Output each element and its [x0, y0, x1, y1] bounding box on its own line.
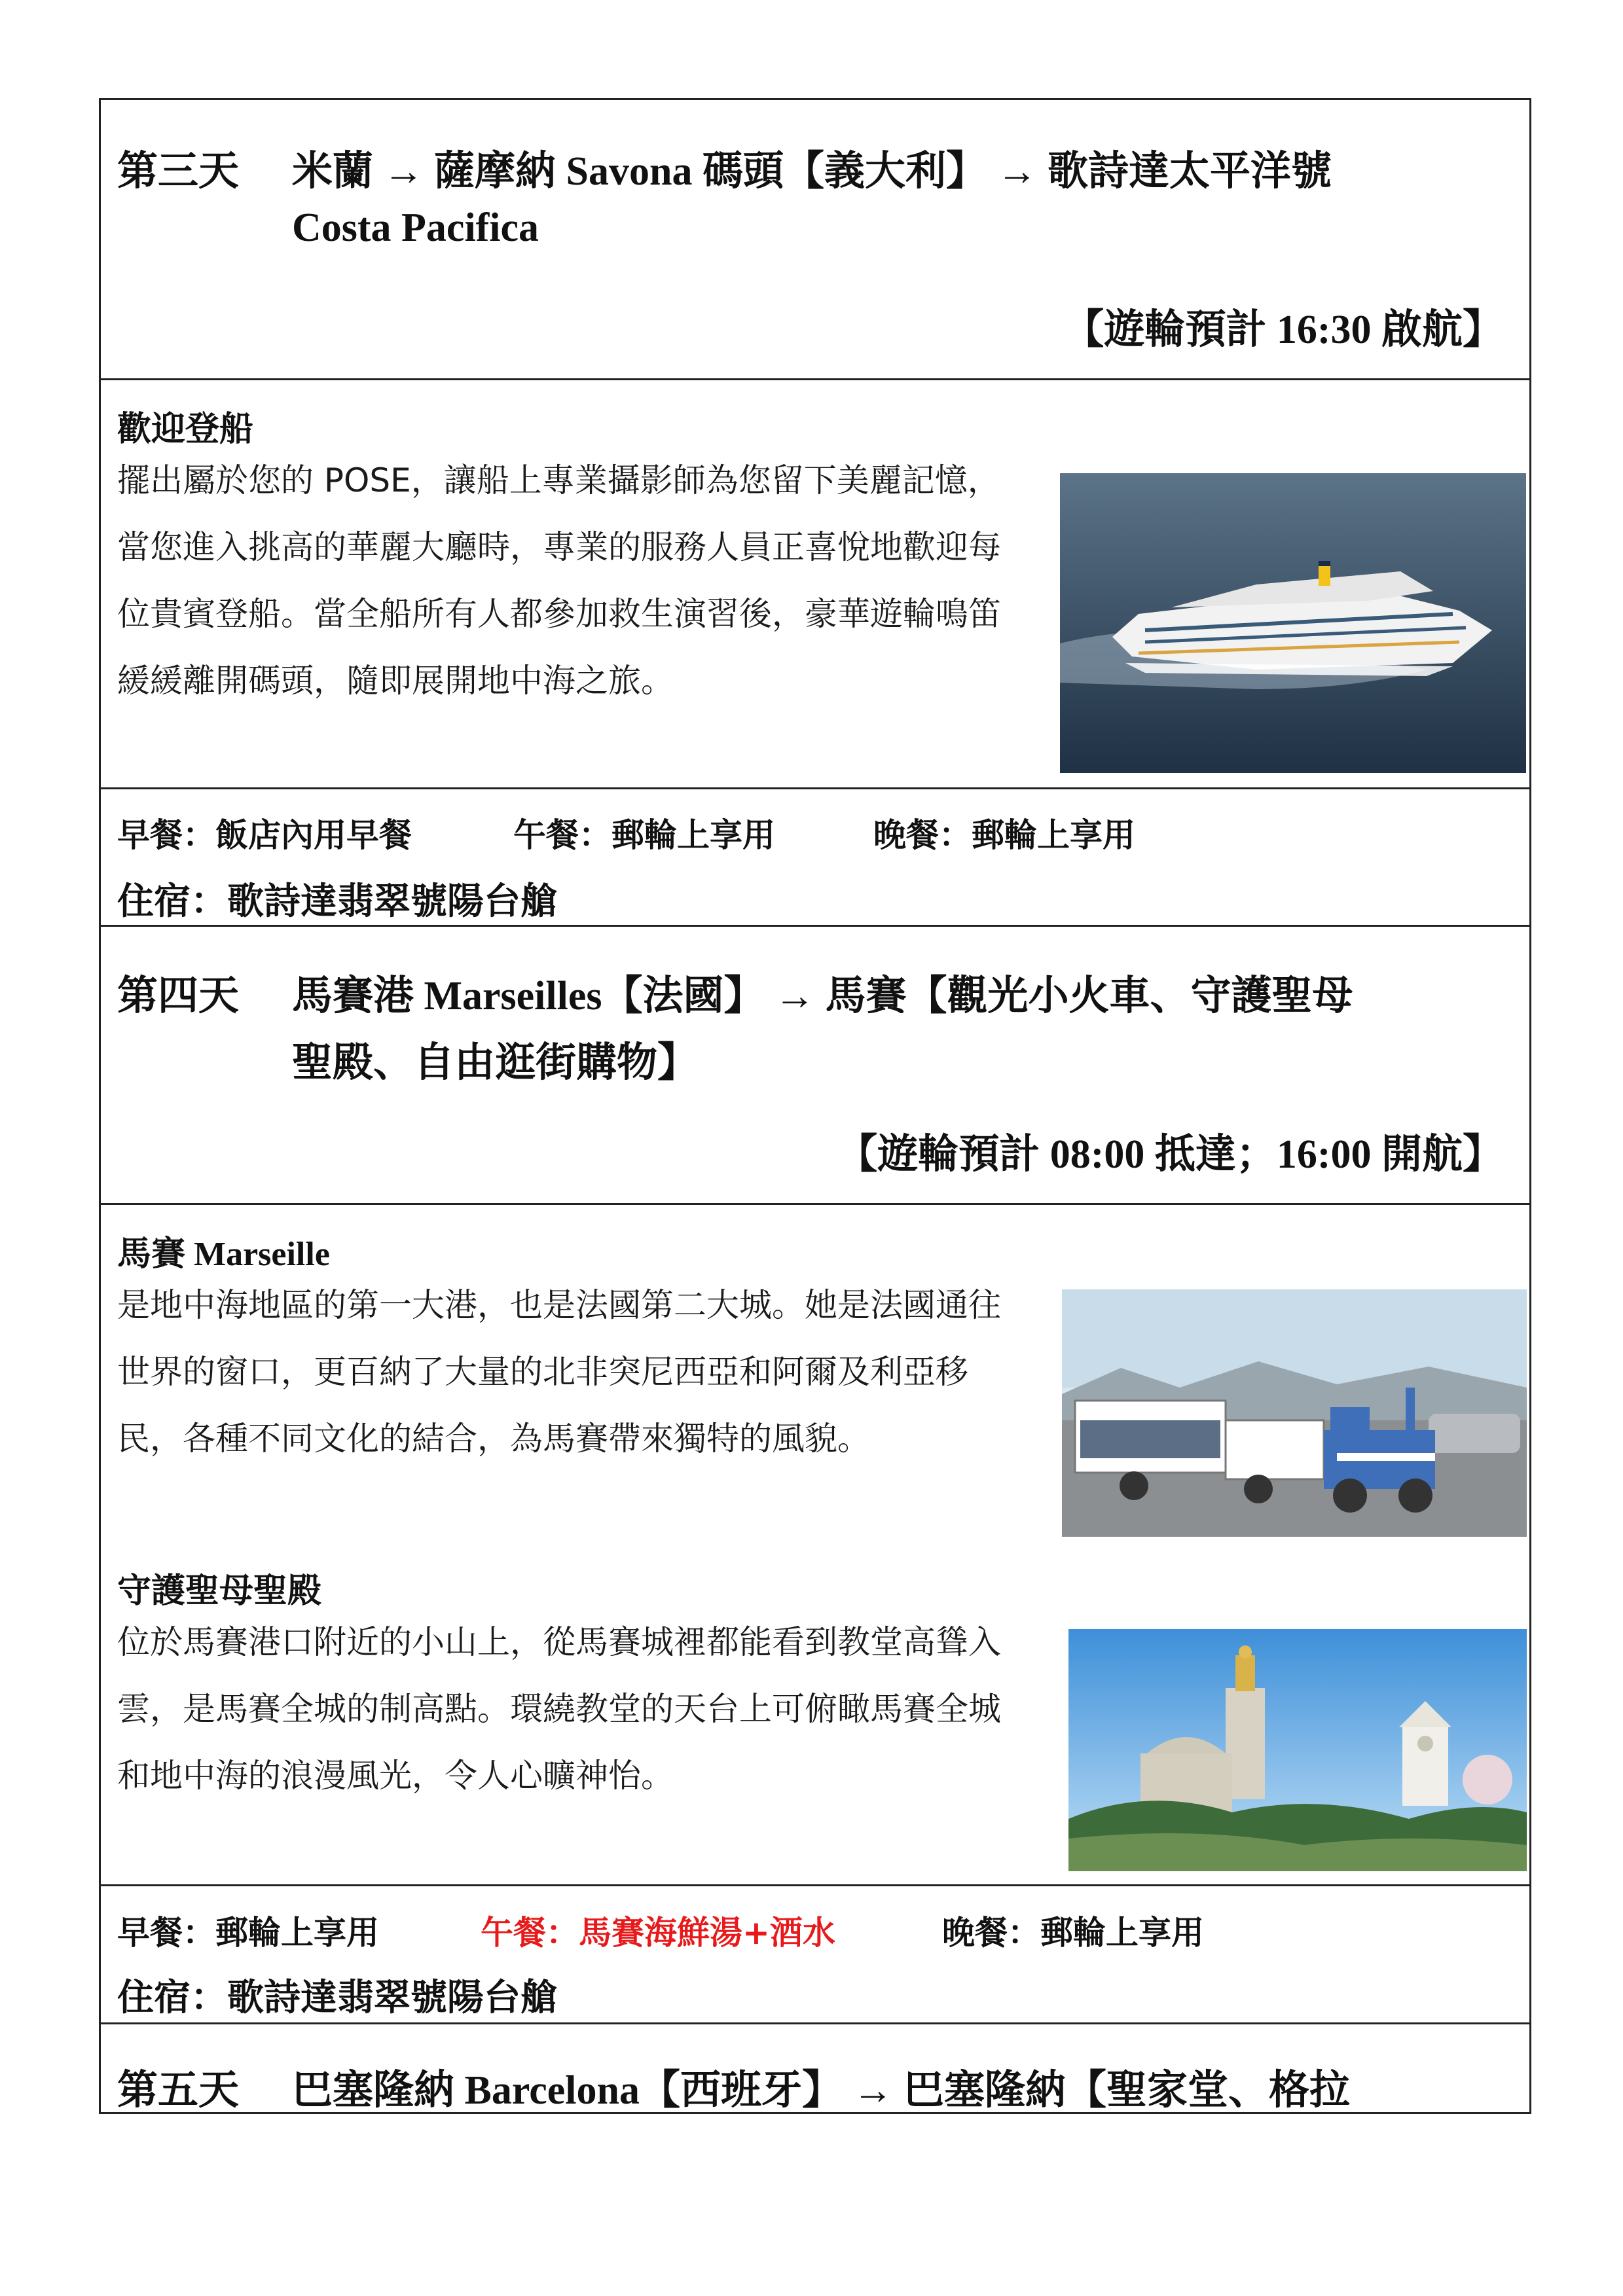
divider [101, 787, 1529, 789]
day3-lunch: 午餐：郵輪上享用 [513, 816, 775, 854]
divider [101, 378, 1529, 380]
day4-label: 第四天 [117, 971, 240, 1019]
day4-section1-heading: 馬賽 Marseille [117, 1236, 330, 1273]
day4-title-line1: 馬賽港 Marseilles【法國】 → 馬賽【觀光小火車、守護聖母 [292, 974, 1353, 1018]
divider [101, 925, 1529, 927]
day5-label: 第五天 [117, 2066, 240, 2113]
notre-dame-de-la-garde-photo [1068, 1629, 1527, 1871]
day3-section-heading: 歡迎登船 [117, 410, 254, 449]
day3-breakfast: 早餐：飯店內用早餐 [117, 816, 412, 854]
day4-title-line2: 聖殿、自由逛街購物】 [292, 1038, 699, 1086]
cruise-ship-photo [1060, 473, 1526, 773]
day3-stay: 住宿：歌詩達翡翠號陽台艙 [117, 880, 557, 923]
marseille-tourist-train-photo [1062, 1289, 1527, 1537]
divider [101, 1884, 1529, 1886]
divider [101, 1203, 1529, 1205]
day5-title-line1: 巴塞隆納 Barcelona【西班牙】 → 巴塞隆納【聖家堂、格拉 [292, 2068, 1350, 2113]
day3-section-text: 擺出屬於您的 POSE，讓船上專業攝影師為您留下美麗記憶，當您進入挑高的華麗大廳時，專業的服務人員正喜悅地歡迎每位貴賓登船。當全船所有人都參加救生演習後，豪華遊輪鳴笛緩緩離開碼頭，隨即展開地中海之旅。 [117, 461, 1001, 700]
day4-stay: 住宿：歌詩達翡翠號陽台艙 [117, 1977, 557, 2019]
day4-section2-text: 位於馬賽港口附近的小山上，從馬賽城裡都能看到教堂高聳入雲，是馬賽全城的制高點。環繞教堂的天台上可俯瞰馬賽全城和地中海的浪漫風光，令人心曠神怡。 [117, 1623, 1001, 1795]
day4-section1-text: 是地中海地區的第一大港，也是法國第二大城。她是法國通往世界的窗口，更百納了大量的北非突尼西亞和阿爾及利亞移民，各種不同文化的結合，為馬賽帶來獨特的風貌。 [117, 1286, 1001, 1458]
day4-schedule: 【遊輪預計 08:00 抵達；16:00 開航】 [837, 1132, 1503, 1177]
day3-label: 第三天 [117, 147, 240, 194]
divider [101, 2022, 1529, 2024]
day4-breakfast: 早餐：郵輪上享用 [117, 1914, 379, 1952]
day4-dinner: 晚餐：郵輪上享用 [942, 1914, 1204, 1952]
day3-title-line1: 米蘭 → 薩摩納 Savona 碼頭【義大利】 → 歌詩達太平洋號 [292, 149, 1332, 194]
day3-schedule: 【遊輪預計 16:30 啟航】 [1063, 308, 1503, 352]
day4-lunch-highlight: 午餐：馬賽海鮮湯+酒水 [481, 1914, 835, 1952]
day3-title-line2: Costa Pacifica [292, 206, 539, 250]
day4-section2-heading: 守護聖母聖殿 [117, 1571, 322, 1611]
day3-dinner: 晚餐：郵輪上享用 [873, 816, 1135, 854]
itinerary-table [99, 98, 1531, 2114]
